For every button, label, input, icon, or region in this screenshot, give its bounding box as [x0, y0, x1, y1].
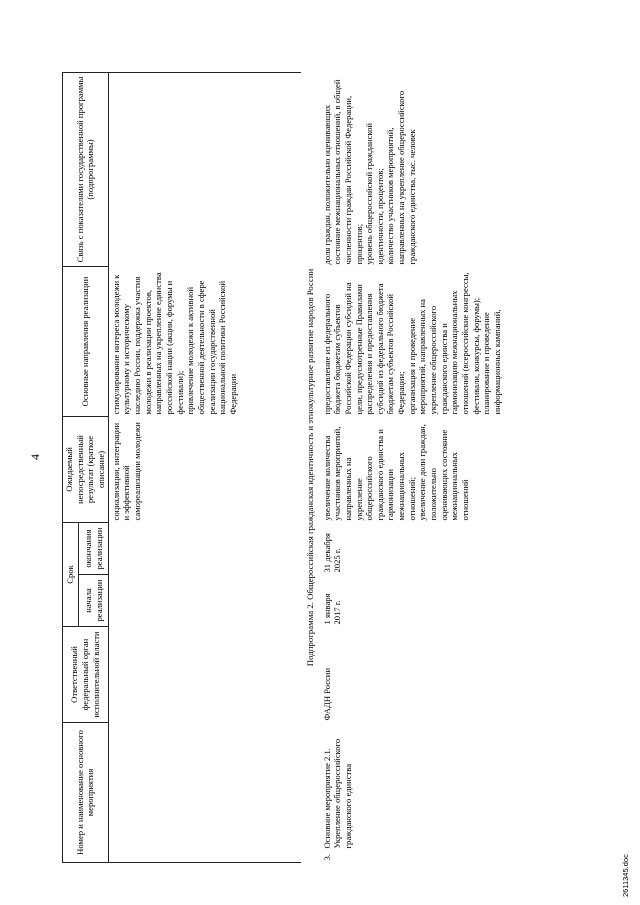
activities-table	[62, 72, 505, 863]
page-number: 4	[28, 454, 42, 460]
header-directions: Основные направления реализации	[63, 266, 109, 416]
activity-row	[320, 72, 505, 862]
activity-number: 3.	[321, 854, 332, 861]
continuation-result: социализации, интеграции и эффективной самореализации молодежи	[110, 422, 142, 521]
activity-link: доля граждан, положительно оценивающих состояние межнациональных отношений, в общей численности граждан Российской Федерации, процентов; уровень общероссийской гражданской идентичности, процентов; количество участников мероприятий, направленных на укрепление общероссийского гражданского единства, тыс. человек	[321, 79, 417, 265]
continuation-row	[108, 72, 301, 862]
header-term-start: начала реализации	[79, 575, 108, 627]
footer-doc-id: 2611345.doc	[621, 854, 630, 897]
subprogram-row	[301, 72, 320, 862]
header-term-end: окончания реализации	[79, 522, 108, 574]
header-responsible: Ответственный федеральный орган исполнительной власти	[63, 627, 109, 723]
activity-name: Основное мероприятие 2.1. Укрепление общероссийского гражданского единства	[321, 738, 353, 849]
subprogram-title: Подпрограмма 2. Общероссийская гражданская идентичность и этнокультурное развитие народов России	[304, 268, 315, 667]
continuation-directions: стимулирование интереса молодежи к культурному и историческому наследию России, поддержка участия молодежи в реализации проектов, направленных на укрепление единства российской нации (акции, форумы и фестивали); привлечение молодежи к активной общественной деятельности в сфере реализации государственной национальной политики Российской Федерации	[110, 272, 238, 415]
header-term: Срок	[63, 522, 79, 626]
header-link: Связь с показателями государственной программы (подпрограммы)	[63, 72, 109, 266]
activity-responsible: ФАДН России	[321, 667, 332, 721]
header-result: Ожидаемый непосредственный результат (краткое описание)	[63, 416, 109, 522]
activity-result: увеличение количества участников мероприятий, направленных на укрепление общероссийского гражданского единства и гармонизации межнациональных отношений; увеличение доли граждан, положительно оценивающих состояние межнациональных отношений	[321, 424, 471, 521]
activity-start: 1 января 2017 г.	[321, 593, 343, 625]
header-number-name: Номер и наименование основного мероприятия	[63, 723, 109, 863]
activity-end: 31 декабря 2025 г.	[321, 533, 343, 573]
activity-directions: предоставление из федерального бюджета бюджетам субъектов Российской Федерации субсидий на цели, предусмотренные Правилами распределения и предоставления субсидий из федерального бюджета бюджетам субъектов Российской Федерации; организация и проведение мероприятий, направленных на укрепление общероссийского гражданского единства и гармонизацию межнациональных отношений (всероссийские конгрессы, фестивали, конкурсы, форумы); планирование и проведение информационных кампаний,	[321, 272, 503, 415]
